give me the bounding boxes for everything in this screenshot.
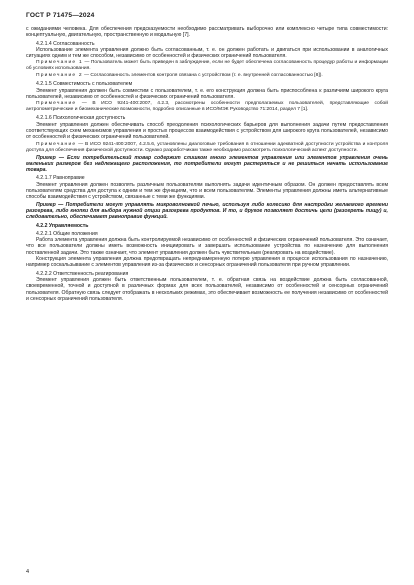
paragraph: Работа элемента управления должна быть контролируемой независимо от особенностей и физических ограничений пользователя. Это означает, что все пользователи должны иметь возможность инициировать и завершать использование устройства по назначению для выполнения поставленной задачи. Это также означает, что элемент управления должен быть чувствительным (реагировать на воздействие). [26,237,388,256]
section-heading: 4.2.2.2 Ответственность реагирования [36,270,129,277]
note-label: Примечание 2 [36,73,83,79]
paragraph: Элемент управления должен быть ответственным пользователем, т. е. обратная связь на воздействие должна быть согласованной, своевременной, точной и доступной в различных формах для всех пользователей, независимо от особенностей и сенсорных ограничений пользователя. Обратную связь следует отображать в нескольких режимах, это обеспечивает возможность ее получения независимо от особенностей и сенсорных ограничений пользователя. [26,276,388,302]
note-text: — Пользователь может быть приведен в заблуждение, если не будет обеспечена согласованность процедур работы и информации об условиях использования. [26,60,388,72]
section-heading: 4.2.1.7 Равноправие [36,175,85,182]
note-label: Примечание 1 [36,60,83,66]
note-label: Примечание [36,141,77,147]
page-number: 4 [26,569,30,575]
note-paragraph [26,142,388,154]
section-heading: 4.2.1.6 Психологическая доступность [36,115,126,122]
note-paragraph [26,73,388,79]
paragraph: Конструкция элемента управления должна предотвращать непреднамеренную потерю управления в процессе использования по назначению, например соскальзывание с элементов управления из-за физических и сенсорных ограничений пользователя при ручном управлении. [26,256,388,269]
note-paragraph [26,60,388,72]
paragraph: Элемент управления должен быть совместим с пользователем, т. е. его конструкция должна быть приспособлена к различиям широкого круга пользователей, независимо от особенностей и физических ограничений пользователя. [26,87,388,101]
note-text: — Согласованность элементов контроля связана с устройством (т. е. внутренней согласованностью [8]). [82,73,323,79]
section-heading: 4.2.1.5 Совместимость с пользователем [36,81,133,88]
paragraph: с ожиданиями человека. Для обеспечения предсказуемости необходимо рассматривать выборочно или комплексно четыре типа совместимости: концептуальную, двигательную, пространственную и модальную [7]. [26,26,388,39]
document-body [26,26,388,302]
paragraph: Элемент управления должен обеспечивать способ преодоления психологических барьеров для выполнения задачи путем предоставления соответствующих схем механизмов управления и простых процессов взаимодействия с устройством для широкого круга пользователей, независимо от особенностей и физических ограничений пользователей. [26,121,388,141]
note-paragraph [26,101,388,113]
section-heading: 4.2.2 Управляемость [36,222,89,229]
note-text: — В ИСО 9241-400:2007, 4.2.3, рассмотрены особенности предполагаемых пользователей, представляющие собой антропометрические и биомеханические возможности, подробно описанные в ИСО/МЭК Руководство 71:2014, раздел 7 [1]. [26,101,388,113]
section-heading: 4.2.2.1 Общие положения [36,230,98,237]
example-paragraph: Пример — Если потребительский товар содержит слишком много элементов управления или элементов управления очень маленьких размеров без надлежащего расположения, то потребители могут растеряться и не решиться начать использование товара. [26,154,388,174]
paragraph: Элемент управления должен позволять различным пользователям выполнять задачи идентичным образом. Он должен предоставлять всем пользователям средства для доступа к одним и тем же функциям, что и всем пользователям. Элементы управления должны иметь альтернативные способы взаимодействия с устройством, связанные с теми же функциями. [26,181,388,201]
document-header: ГОСТ Р 71475—2024 [26,12,95,19]
note-label: Примечание [36,101,77,107]
paragraph: Использование элемента управления должно быть согласованным, т. е. он должен работать и двигаться при использовании в аналогичных ситуациях одним и тем же способом, независимо от особенностей и физических ограничений пользователя. [26,46,388,60]
example-paragraph: Пример — Потребители могут управлять микроволновкой печью, используя либо колесико для настройки желаемого времени разогрева, либо кнопки для выбора нужной опции разогрева продуктов. И то, и другое позволяет достичь цели (разогреть пищу) и, следовательно, обеспечивает равноправие функций. [26,201,388,221]
section-heading: 4.2.1.4 Согласованность [36,40,95,47]
note-text: — В ИСО 9241-400:2007, 4.2.5.6, установлены диалоговые требования в отношении адекватной доступности устройства и контроля доступа для обеспечения физической доступности. Однако разработчикам также необходимо рассмотреть психологический аспект доступности. [26,141,388,153]
